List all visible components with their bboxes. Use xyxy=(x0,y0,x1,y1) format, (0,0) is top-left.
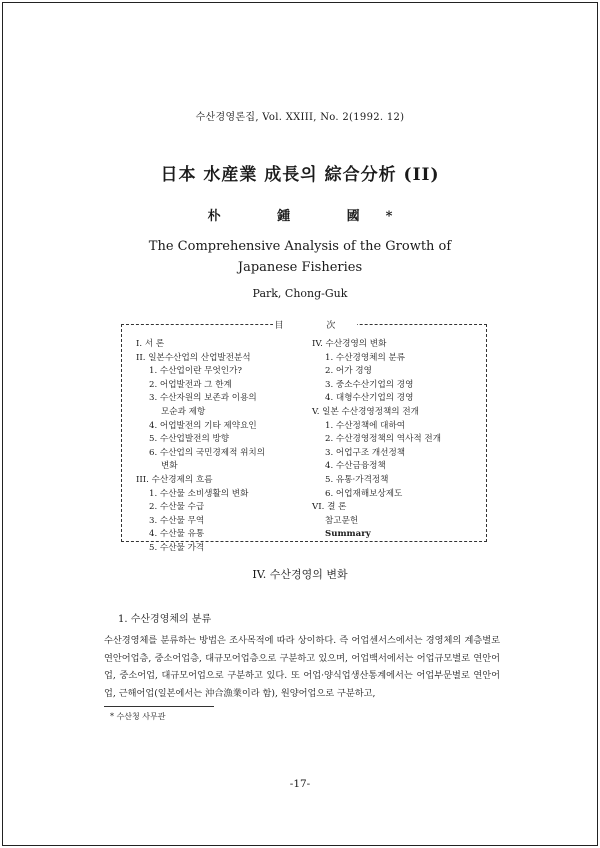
title-english-line2: Japanese Fisheries xyxy=(237,260,363,275)
table-of-contents xyxy=(121,321,487,553)
toc-item: 2. 수산물 수급 xyxy=(149,502,205,513)
toc-item: 4. 대형수산기업의 경영 xyxy=(325,393,414,404)
footnote-divider xyxy=(104,706,214,707)
toc-item: II. 일본수산업의 산업발전분석 xyxy=(136,352,251,363)
footnote: * 수산청 사무관 xyxy=(110,712,166,721)
paper-title-korean: 日本 水産業 成長의 綜合分析 (II) xyxy=(160,165,440,185)
subsection-heading: 1. 수산경영체의 분류 xyxy=(118,614,212,625)
toc-heading xyxy=(122,318,488,331)
toc-item: 2. 수산경영정책의 역사적 전개 xyxy=(325,434,442,445)
paper-title-english xyxy=(0,236,600,278)
toc-left-column xyxy=(136,338,306,556)
toc-item: 1. 수산물 소비생활의 변화 xyxy=(149,488,249,499)
author-english: Park, Chong-Guk xyxy=(252,287,348,300)
toc-item: 3. 어업구조 개선정책 xyxy=(325,447,406,458)
toc-item: 4. 수산금융정책 xyxy=(325,461,386,472)
section-heading: IV. 수산경영의 변화 xyxy=(252,568,348,581)
toc-item: 변화 xyxy=(161,461,178,472)
page-number: -17- xyxy=(289,778,311,790)
toc-item: Summary xyxy=(325,529,371,540)
toc-item: V. 일본 수산경영정책의 전개 xyxy=(312,406,419,417)
toc-item: 6. 수산업의 국민경제적 위치의 xyxy=(149,447,266,458)
toc-item: 4. 수산물 유통 xyxy=(149,529,205,540)
toc-item: 5. 수산업발전의 방향 xyxy=(149,434,230,445)
toc-item: 3. 수산물 무역 xyxy=(149,515,205,526)
toc-item: 3. 수산자원의 보존과 이용의 xyxy=(149,393,257,404)
toc-item: III. 수산경제의 흐름 xyxy=(136,474,213,485)
toc-item: 2. 어가 경영 xyxy=(325,366,372,377)
journal-citation: 수산경영론집, Vol. XXIII, No. 2(1992. 12) xyxy=(195,112,405,123)
toc-right-column xyxy=(312,338,482,542)
toc-item: 1. 수산경영체의 분류 xyxy=(325,352,406,363)
title-english-line1: The Comprehensive Analysis of the Growth of xyxy=(148,239,452,254)
toc-item: 4. 어업발전의 기타 제약요인 xyxy=(149,420,257,431)
toc-item: 1. 수산업이란 무엇인가? xyxy=(149,366,242,377)
toc-item: 3. 중소수산기업의 경영 xyxy=(325,379,414,390)
body-paragraph: 수산경영체를 분류하는 방법은 조사목적에 따라 상이하다. 즉 어업센서스에서는 경영체의 계층별로 연안어업층, 중소어업층, 대규모어업층으로 구분하고 있으며, 어업백서에서는 어업규모별로 연안어업, 중소어업, 대규모어업으로 구분하고 있다. 또 어업·양식업생산통계에서는 어업부문별로 연안어업, 근해어업(일본에서는 沖合漁業이라 함), 원양어업으로 구분하고, xyxy=(104,635,500,699)
toc-heading-text: 目 次 xyxy=(274,321,356,331)
toc-item: 2. 어업발전과 그 한계 xyxy=(149,379,232,390)
toc-item: 5. 유통·가격정책 xyxy=(325,474,389,485)
toc-item: IV. 수산경영의 변화 xyxy=(312,339,387,349)
toc-item: 참고문헌 xyxy=(325,515,359,526)
author-korean: 朴 鍾 國* xyxy=(207,209,419,224)
toc-item: I. 서 론 xyxy=(136,339,165,349)
toc-item: 6. 어업재해보상제도 xyxy=(325,488,403,499)
toc-item: 1. 수산정책에 대하여 xyxy=(325,420,406,431)
toc-item: VI. 결 론 xyxy=(312,502,347,513)
toc-item: 5. 수산물 가격 xyxy=(149,542,205,553)
toc-item: 모순과 제항 xyxy=(161,406,206,417)
